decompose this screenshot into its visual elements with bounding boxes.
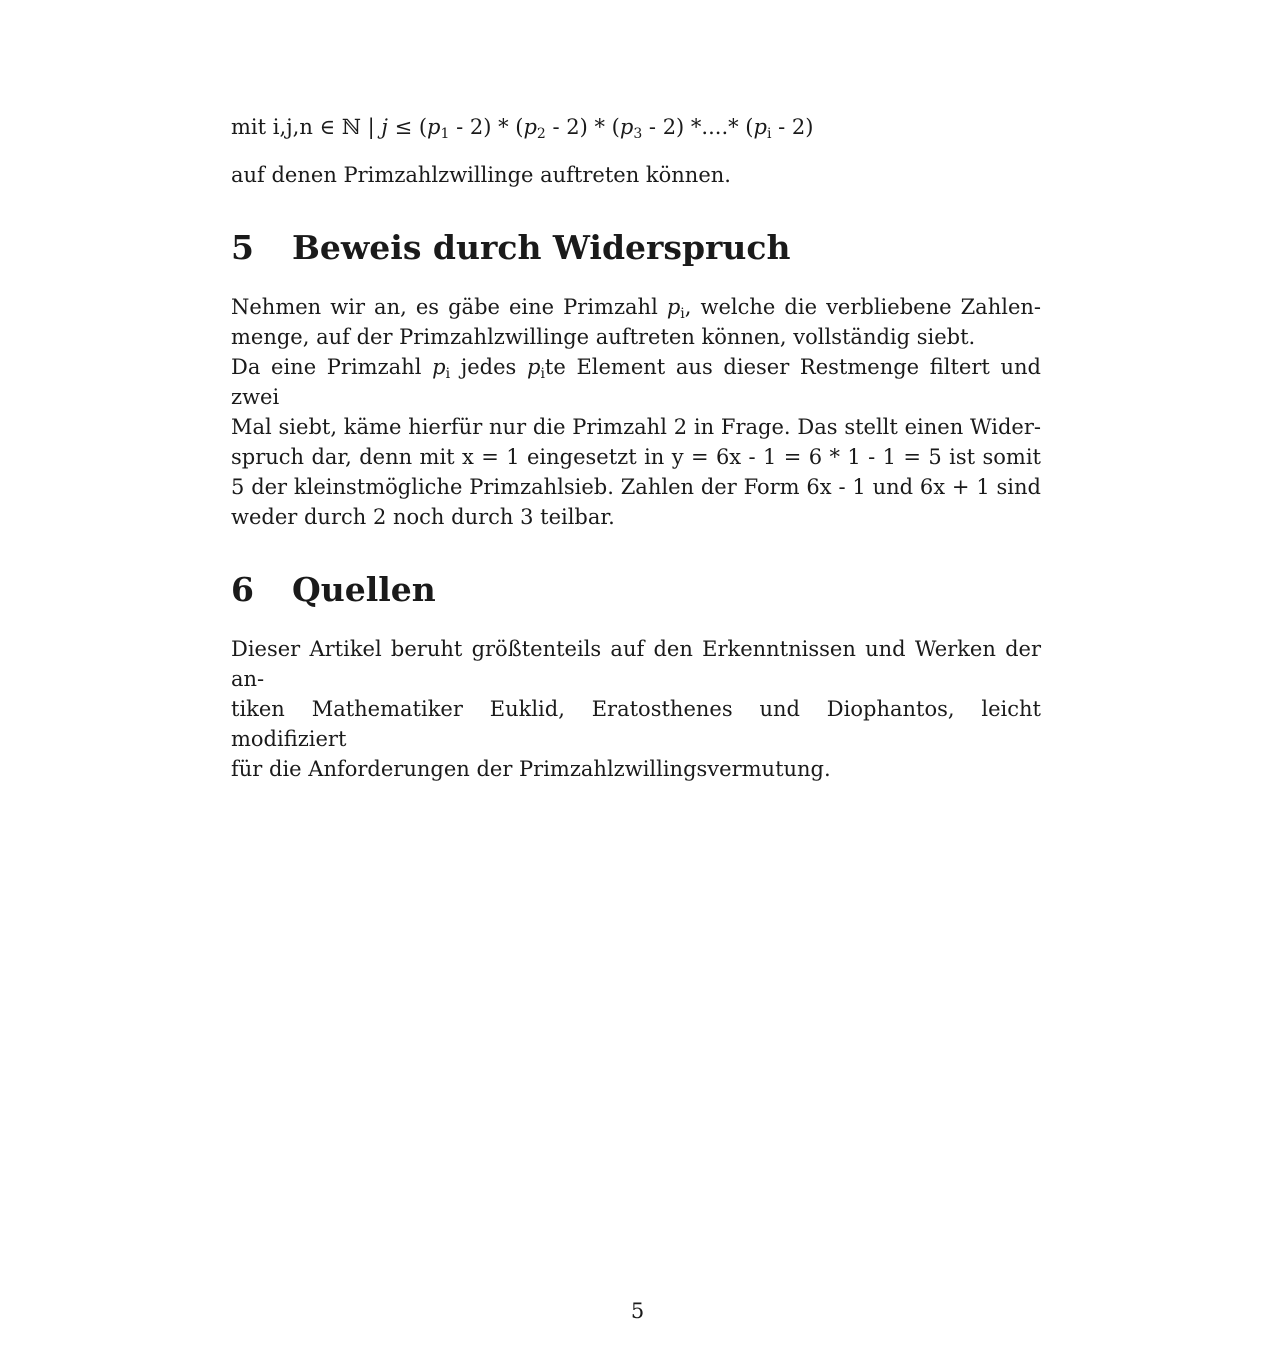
section-6 (231, 570, 1041, 784)
formula-sub-2: 2 (536, 126, 546, 142)
formula-sub-1: 1 (440, 126, 450, 142)
math-var-p: p (526, 355, 541, 379)
math-var-p: p (432, 355, 446, 379)
after-formula-text: auf denen Primzahlzwillinge auftreten können. (231, 163, 731, 187)
section-5-title: Beweis durch Widerspruch (292, 228, 791, 267)
paragraph-line: Mal siebt, käme hierfür nur die Primzahl 2 in Frage. Das stellt einen Wider- (231, 415, 1041, 439)
paragraph-line (231, 292, 1041, 322)
formula-end: - 2) (771, 115, 814, 139)
text-span: Da eine Primzahl (231, 355, 433, 379)
section-5-number: 5 (231, 228, 254, 267)
formula-line (231, 112, 1041, 142)
paragraph-line: 5 der kleinstmögliche Primzahlsieb. Zahlen der Form 6x - 1 und 6x + 1 sind (231, 475, 1041, 499)
page-number: 5 (630, 1299, 645, 1323)
paragraph-line: menge, auf der Primzahlzwillinge auftreten können, vollständig siebt. (231, 325, 976, 349)
paragraph-line (231, 352, 1041, 412)
math-sub-i: i (445, 366, 451, 382)
paragraph-line: für die Anforderungen der Primzahlzwillingsvermutung. (231, 757, 831, 781)
text-span: , welche die verbliebene Zahlen- (684, 295, 1041, 319)
formula-var-j: j (381, 115, 388, 139)
section-6-number: 6 (231, 570, 254, 609)
text-span: jedes (450, 355, 527, 379)
paragraph-line: Dieser Artikel beruht größtenteils auf den Erkenntnissen und Werken der an- (231, 637, 1041, 691)
paragraph-line: spruch dar, denn mit x = 1 eingesetzt in y = 6x - 1 = 6 * 1 - 1 = 5 ist somit (231, 445, 1041, 469)
text-span: te Element aus dieser Restmenge filtert und zwei (231, 355, 1042, 409)
formula-sub-3: 3 (633, 126, 643, 142)
formula-sub-i: i (766, 126, 772, 142)
formula-var-pi: p (753, 115, 767, 139)
formula-var-p3: p (619, 115, 634, 139)
math-sub-i: i (680, 306, 685, 322)
section-6-heading (231, 570, 1041, 610)
math-var-p: p (666, 295, 681, 319)
section-6-paragraph (231, 634, 1041, 784)
section-6-title: Quellen (292, 570, 436, 609)
formula-mid-3: - 2) *....* ( (642, 115, 754, 139)
formula-mid-2: - 2) * ( (545, 115, 620, 139)
paragraph-line: weder durch 2 noch durch 3 teilbar. (231, 505, 615, 529)
formula-leq: ≤ ( (387, 115, 428, 139)
math-sub-i: i (540, 366, 545, 382)
paragraph-line: tiken Mathematiker Euklid, Eratosthenes und Diophantos, leicht modifiziert (231, 697, 1041, 751)
formula-prefix: mit i,j,n ∈ ℕ | (231, 115, 382, 139)
text-span: Nehmen wir an, es gäbe eine Primzahl (231, 295, 667, 319)
formula-var-p1: p (427, 115, 441, 139)
formula-mid-1: - 2) * ( (449, 115, 524, 139)
page-content (231, 112, 1041, 822)
section-5-heading (231, 228, 1041, 268)
formula-var-p2: p (523, 115, 537, 139)
section-5 (231, 228, 1041, 532)
section-5-paragraph (231, 292, 1041, 532)
